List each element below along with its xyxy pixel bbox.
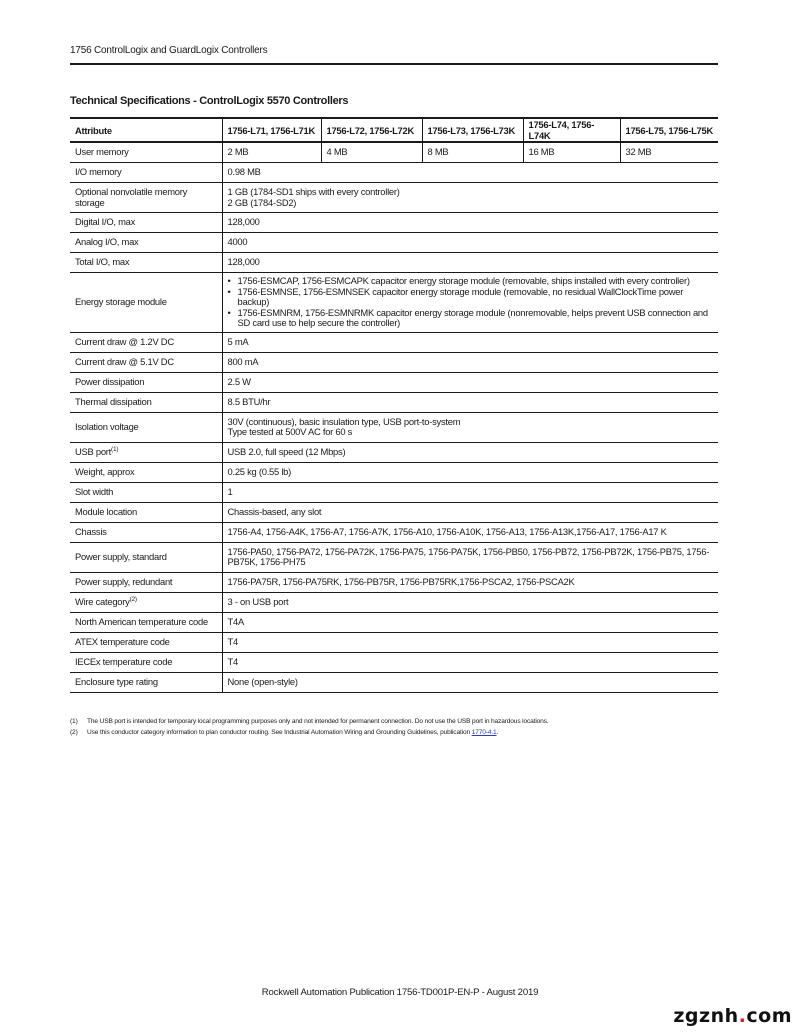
- publication-link[interactable]: 1770-4.1: [471, 729, 497, 736]
- table-row: [70, 612, 718, 632]
- row-label: Analog I/O, max: [70, 233, 222, 253]
- row-label: Power supply, redundant: [70, 572, 222, 592]
- row-label: Current draw @ 5.1V DC: [70, 352, 222, 372]
- column-header: 1756-L72, 1756-L72K: [321, 118, 422, 142]
- table-row: [70, 183, 718, 213]
- cell-value: 0.98 MB: [222, 163, 718, 183]
- footnote: [70, 716, 730, 727]
- footnote-text-end: .: [496, 729, 499, 736]
- table-row: [70, 392, 718, 412]
- row-label: Power dissipation: [70, 372, 222, 392]
- page-footer: Rockwell Automation Publication 1756-TD001P-EN-P - August 2019: [261, 987, 539, 998]
- list-item: • 1756-ESMCAP, 1756-ESMCAPK capacitor energy storage module (removable, ships installed with every controller): [228, 276, 714, 287]
- cell-value: 4 MB: [321, 142, 422, 163]
- cell-value: [222, 183, 718, 213]
- row-label: Current draw @ 1.2V DC: [70, 332, 222, 352]
- cell-value: 8 MB: [422, 142, 523, 163]
- cell-value: 8.5 BTU/hr: [222, 392, 718, 412]
- cell-value: 1: [222, 482, 718, 502]
- table-title: Technical Specifications - ControlLogix 5570 Controllers: [70, 95, 349, 107]
- running-head: 1756 ControlLogix and GuardLogix Controllers: [70, 45, 268, 56]
- footnote-number: (2): [70, 729, 78, 736]
- cell-value: 3 - on USB port: [222, 592, 718, 612]
- table-row: [70, 442, 718, 462]
- table-row: [70, 482, 718, 502]
- footnote: [70, 727, 730, 738]
- row-label: [70, 592, 222, 612]
- cell-value: 128,000: [222, 213, 718, 233]
- row-label: North American temperature code: [70, 612, 222, 632]
- row-label: Enclosure type rating: [70, 672, 222, 692]
- cell-value: 16 MB: [523, 142, 620, 163]
- table-row: [70, 332, 718, 352]
- row-label-text: Wire category: [75, 595, 130, 607]
- row-label: Energy storage module: [70, 273, 222, 333]
- footnote-body: [87, 727, 498, 738]
- column-header: Attribute: [70, 118, 222, 142]
- row-label: [70, 442, 222, 462]
- table-row: [70, 652, 718, 672]
- table-row: [70, 352, 718, 372]
- cell-line: Type tested at 500V AC for 60 s: [227, 426, 353, 437]
- list-item: • 1756-ESMNRM, 1756-ESMNRMK capacitor energy storage module (nonremovable, helps prevent USB connection and SD card use to help secure the controller): [228, 308, 714, 329]
- watermark-suffix: com: [746, 1005, 792, 1027]
- table-row: [70, 592, 718, 612]
- cell-value: [222, 412, 718, 442]
- table-row: [70, 233, 718, 253]
- table-row: [70, 213, 718, 233]
- row-label: Chassis: [70, 522, 222, 542]
- table-row: [70, 572, 718, 592]
- cell-value: 32 MB: [620, 142, 718, 163]
- cell-value: 1756-PA50, 1756-PA72, 1756-PA72K, 1756-PA75, 1756-PA75K, 1756-PB50, 1756-PB72, 1756-PB72K, 1756-PB75, 1756-PB75K, 1756-PH75: [222, 542, 718, 572]
- row-label: ATEX temperature code: [70, 632, 222, 652]
- table-row: [70, 273, 718, 333]
- row-label: Thermal dissipation: [70, 392, 222, 412]
- table-row: [70, 372, 718, 392]
- cell-value: [222, 273, 718, 333]
- table-row: [70, 522, 718, 542]
- footnote-ref: (2): [129, 595, 137, 603]
- list-item: • 1756-ESMNSE, 1756-ESMNSEK capacitor energy storage module (removable, no residual WallClockTime power backup): [228, 287, 714, 308]
- cell-value: 2 MB: [222, 142, 321, 163]
- column-header: 1756-L71, 1756-L71K: [222, 118, 321, 142]
- table-row: [70, 142, 718, 163]
- cell-value: None (open-style): [222, 672, 718, 692]
- watermark-logo: [673, 1005, 792, 1027]
- cell-value: 800 mA: [222, 352, 718, 372]
- table-row: [70, 632, 718, 652]
- row-label: Weight, approx: [70, 462, 222, 482]
- footnote-text: Use this conductor category information to plan conductor routing. See Industrial Automation Wiring and Grounding Guidelines, publication: [87, 729, 472, 736]
- cell-line: 1 GB (1784-SD1 ships with every controller): [227, 186, 400, 197]
- cell-value: 1756-PA75R, 1756-PA75RK, 1756-PB75R, 1756-PB75RK,1756-PSCA2, 1756-PSCA2K: [222, 572, 718, 592]
- header-rule: [70, 63, 718, 65]
- row-label-text: USB port: [75, 445, 112, 457]
- table-row: [70, 253, 718, 273]
- cell-value: 2.5 W: [222, 372, 718, 392]
- watermark-text: zgznh: [673, 1005, 739, 1027]
- column-header: 1756-L73, 1756-L73K: [422, 118, 523, 142]
- cell-value: 4000: [222, 233, 718, 253]
- table-row: [70, 412, 718, 442]
- column-header: 1756-L75, 1756-L75K: [620, 118, 718, 142]
- table-row: [70, 462, 718, 482]
- cell-value: USB 2.0, full speed (12 Mbps): [222, 442, 718, 462]
- row-label: Power supply, standard: [70, 542, 222, 572]
- cell-line: 2 GB (1784-SD2): [227, 196, 297, 208]
- table-row: [70, 672, 718, 692]
- table-row: [70, 502, 718, 522]
- energy-module-list: [228, 276, 714, 329]
- cell-value: T4A: [222, 612, 718, 632]
- cell-value: Chassis-based, any slot: [222, 502, 718, 522]
- row-label: Optional nonvolatile memory storage: [70, 183, 222, 213]
- footnotes: [70, 716, 730, 738]
- footnote-ref: (1): [111, 445, 119, 453]
- row-label: IECEx temperature code: [70, 652, 222, 672]
- watermark-dot: .: [738, 1005, 747, 1027]
- cell-value: 0.25 kg (0.55 lb): [222, 462, 718, 482]
- spec-table: [70, 117, 718, 693]
- row-label: I/O memory: [70, 163, 222, 183]
- footnote-number: (1): [70, 718, 78, 725]
- cell-value: 1756-A4, 1756-A4K, 1756-A7, 1756-A7K, 1756-A10, 1756-A10K, 1756-A13, 1756-A13K,1756-A17, 1756-A17 K: [222, 522, 718, 542]
- row-label: Slot width: [70, 482, 222, 502]
- cell-line: 30V (continuous), basic insulation type, USB port-to-system: [227, 415, 461, 427]
- row-label: User memory: [70, 142, 222, 163]
- row-label: Total I/O, max: [70, 253, 222, 273]
- cell-value: 5 mA: [222, 332, 718, 352]
- row-label: Isolation voltage: [70, 412, 222, 442]
- row-label: Digital I/O, max: [70, 213, 222, 233]
- footnote-text: The USB port is intended for temporary local programming purposes only and not intended for permanent connection. Do not use the USB port in hazardous locations.: [87, 718, 549, 725]
- table-row: [70, 542, 718, 572]
- table-header-row: [70, 118, 718, 142]
- row-label: Module location: [70, 502, 222, 522]
- table-row: [70, 163, 718, 183]
- cell-value: 128,000: [222, 253, 718, 273]
- cell-value: T4: [222, 632, 718, 652]
- column-header: 1756-L74, 1756-L74K: [523, 118, 620, 142]
- cell-value: T4: [222, 652, 718, 672]
